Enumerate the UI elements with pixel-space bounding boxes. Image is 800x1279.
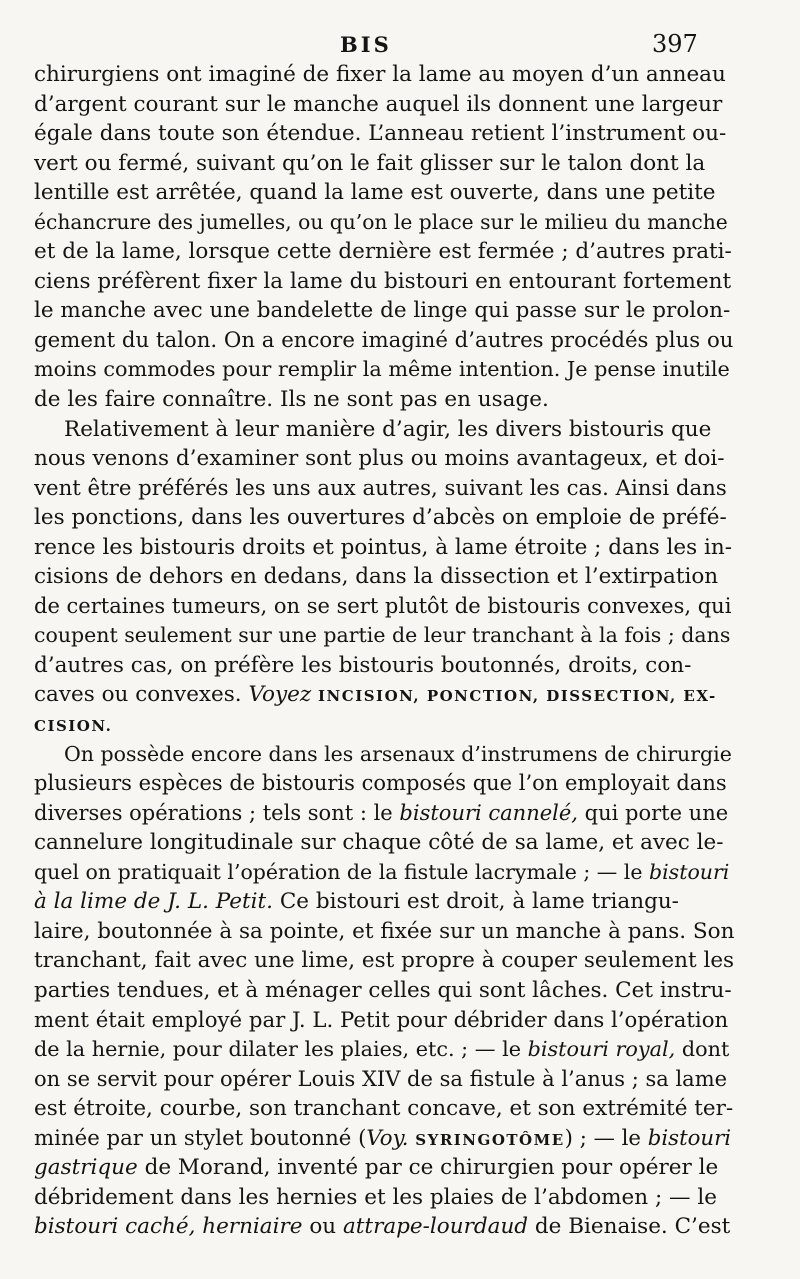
- text-line: de certaines tumeurs, on se sert plutôt de bistouris convexes, qui: [34, 593, 732, 618]
- text-line: débridement dans les hernies et les plaies de l’abdomen ; — le: [34, 1184, 717, 1210]
- text-line: de les faire connaître. Ils ne sont pas en usage.: [34, 387, 549, 413]
- page-header: [0, 30, 800, 64]
- text-line: caves ou convexes. Voyez INCISION, PONCTION, DISSECTION, EX-: [34, 682, 717, 708]
- text-line: rence les bistouris droits et pointus, à lame étroite ; dans les in-: [34, 534, 733, 560]
- text-line: plusieurs espèces de bistouris composés que l’on employait dans: [34, 771, 727, 796]
- term-italic: bistouri: [647, 1125, 732, 1151]
- text-line: [34, 710, 734, 740]
- text-line: est étroite, courbe, son tranchant concave, et son extrémité ter-: [34, 1096, 734, 1122]
- term-italic: bistouri royal,: [527, 1037, 676, 1062]
- text-line: d’argent courant sur le manche auquel ils donnent une largeur: [34, 91, 723, 117]
- cross-reference-terms: SYRINGOTÔME: [415, 1130, 565, 1149]
- text-line: chirurgiens ont imaginé de fixer la lame au moyen d’un anneau: [34, 62, 726, 87]
- text-line: à la lime de J. L. Petit. Ce bistouri est droit, à lame triangu-: [34, 889, 679, 915]
- text-line: d’autres cas, on préfère les bistouris boutonnés, droits, con-: [34, 652, 692, 678]
- text-line: les ponctions, dans les ouvertures d’abcès on emploie de préfé-: [34, 505, 727, 531]
- cross-reference-word: Voy.: [366, 1125, 409, 1151]
- text-line: moins commodes pour remplir la même intention. Je pense inutile: [34, 357, 730, 382]
- body-text: [34, 60, 734, 1242]
- running-head: BIS: [340, 32, 392, 57]
- text-line: quel on pratiquait l’opération de la fistule lacrymale ; — le bistouri: [34, 859, 730, 884]
- text-line: ment était employé par J. L. Petit pour débrider dans l’opération: [34, 1007, 729, 1033]
- text-line: vent être préférés les uns aux autres, suivant les cas. Ainsi dans: [34, 475, 727, 501]
- text-line: coupent seulement sur une partie de leur tranchant à la fois ; dans: [34, 623, 731, 648]
- text-line: Relativement à leur manière d’agir, les divers bistouris que: [64, 416, 712, 442]
- text-line: bistouri caché, herniaire ou attrape-lourdaud de Bienaise. C’est: [34, 1214, 731, 1240]
- text-line: diverses opérations ; tels sont : le bistouri cannelé, qui porte une: [34, 800, 729, 825]
- text-line: laire, boutonnée à sa pointe, et fixée sur un manche à pans. Son: [34, 918, 734, 944]
- text-line: On possède encore dans les arsenaux d’instrumens de chirurgie: [64, 741, 732, 766]
- text-line: parties tendues, et à ménager celles qui sont lâches. Cet instru-: [34, 977, 732, 1003]
- cross-reference-terms: INCISION, PONCTION, DISSECTION, EX-: [318, 687, 717, 706]
- term-italic: gastrique: [34, 1155, 138, 1181]
- term-italic: attrape-lourdaud: [342, 1214, 529, 1240]
- text-line: cannelure longitudinale sur chaque côté de sa lame, et avec le-: [34, 830, 724, 856]
- term-italic: bistouri caché, herniaire: [34, 1214, 303, 1240]
- text-line: on se servit pour opérer Louis XIV de sa fistule à l’anus ; sa lame: [34, 1066, 728, 1091]
- text-line: tranchant, fait avec une lime, est propre à couper seulement les: [34, 948, 734, 974]
- text-line: lentille est arrêtée, quand la lame est ouverte, dans une petite: [34, 180, 716, 206]
- text-line: cisions de dehors en dedans, dans la dissection et l’extirpation: [34, 564, 719, 590]
- cross-reference-terms: CISION.: [34, 717, 113, 736]
- text-line: ciens préfèrent fixer la lame du bistouri en entourant fortement: [34, 268, 732, 294]
- page-number: 397: [652, 30, 698, 58]
- cross-reference-word: Voyez: [248, 682, 312, 708]
- text-line: gement du talon. On a encore imaginé d’autres procédés plus ou: [34, 327, 734, 353]
- text-line: gastrique de Morand, inventé par ce chirurgien pour opérer le: [34, 1155, 719, 1181]
- text-line: de la hernie, pour dilater les plaies, etc. ; — le bistouri royal, dont: [34, 1037, 730, 1062]
- text-line: nous venons d’examiner sont plus ou moins avantageux, et doi-: [34, 446, 725, 472]
- term-italic: bistouri: [649, 859, 730, 884]
- text-line: égale dans toute son étendue. L’anneau retient l’instrument ou-: [34, 121, 727, 147]
- text-line: le manche avec une bandelette de linge qui passe sur le prolon-: [34, 298, 731, 324]
- text-line: et de la lame, lorsque cette dernière est fermée ; d’autres prati-: [34, 239, 732, 265]
- text-line: échancrure des jumelles, ou qu’on le place sur le milieu du manche: [34, 209, 728, 234]
- term-italic: à la lime de J. L. Petit.: [34, 889, 273, 915]
- term-italic: bistouri cannelé,: [399, 800, 578, 825]
- text-line: vert ou fermé, suivant qu’on le fait glisser sur le talon dont la: [34, 150, 706, 176]
- text-line: minée par un stylet boutonné (Voy. SYRINGOTÔME) ; — le bistouri: [34, 1125, 732, 1151]
